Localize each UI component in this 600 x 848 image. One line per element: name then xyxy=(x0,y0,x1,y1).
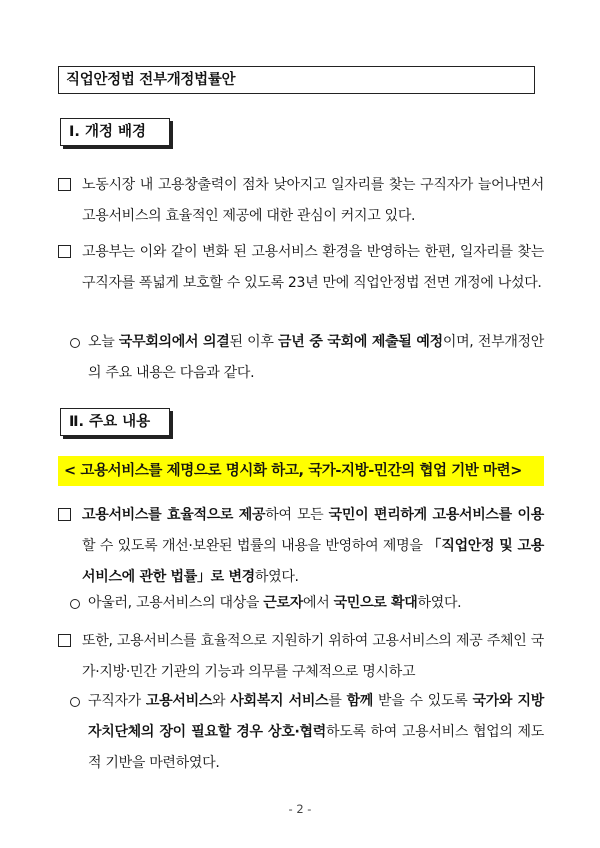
paragraph-text: 노동시장 내 고용창출력이 점차 낮아지고 일자리를 찾는 구직자가 늘어나면서 고용서비스의 효율적인 제공에 대한 관심이 커지고 있다. xyxy=(82,177,544,224)
paragraph-main-1 xyxy=(58,500,544,593)
paragraph-main-2 xyxy=(58,588,544,619)
bullet-circle-icon xyxy=(70,599,80,609)
paragraph-text: 또한, 고용서비스를 효율적으로 지원하기 위하여 고용서비스의 제공 주체인 국가·지방·민간 기관의 기능과 의무를 구체적으로 명시하고 xyxy=(82,633,544,680)
paragraph-text: 고용부는 이와 같이 변화 된 고용서비스 환경을 반영하는 한편, 일자리를 찾는 구직자를 폭넓게 보호할 수 있도록 23년 만에 직업안정법 전면 개정에 나섰다. xyxy=(82,244,544,291)
paragraph-background-2 xyxy=(58,237,544,299)
paragraph-main-4 xyxy=(58,686,544,779)
paragraph-text: 아울러, 고용서비스의 대상을 근로자에서 국민으로 확대하였다. xyxy=(88,595,462,611)
checkbox-square-icon xyxy=(58,508,71,521)
checkbox-square-icon xyxy=(58,178,71,191)
page-number: - 2 - xyxy=(288,802,312,816)
paragraph-background-3 xyxy=(58,327,544,389)
checkbox-square-icon xyxy=(58,245,71,258)
bullet-circle-icon xyxy=(70,697,80,707)
paragraph-text: 구직자가 고용서비스와 사회복지 서비스를 함께 받을 수 있도록 국가와 지방자치단체의 장이 필요할 경우 상호·협력하도록 하여 고용서비스 협업의 제도적 기반을 마련하였다. xyxy=(88,693,544,771)
paragraph-main-3 xyxy=(58,626,544,688)
paragraph-text: 오늘 국무회의에서 의결된 이후 금년 중 국회에 제출될 예정이며, 전부개정안의 주요 내용은 다음과 같다. xyxy=(88,334,544,381)
paragraph-text: 고용서비스를 효율적으로 제공하여 모든 국민이 편리하게 고용서비스를 이용할 수 있도록 개선·보완된 법률의 내용을 반영하여 제명을 「직업안정 및 고용서비스에 관한 법률」로 변경하였다. xyxy=(82,507,544,585)
document-title: 직업안정법 전부개정법률안 xyxy=(58,66,535,94)
checkbox-square-icon xyxy=(58,634,71,647)
section-heading-background: Ⅰ. 개정 배경 xyxy=(60,118,170,146)
bullet-circle-icon xyxy=(70,338,80,348)
highlighted-subheading: < 고용서비스를 제명으로 명시화 하고, 국가-지방-민간의 협업 기반 마련> xyxy=(58,456,544,486)
section-heading-main-content: Ⅱ. 주요 내용 xyxy=(60,408,170,436)
paragraph-background-1 xyxy=(58,170,544,232)
